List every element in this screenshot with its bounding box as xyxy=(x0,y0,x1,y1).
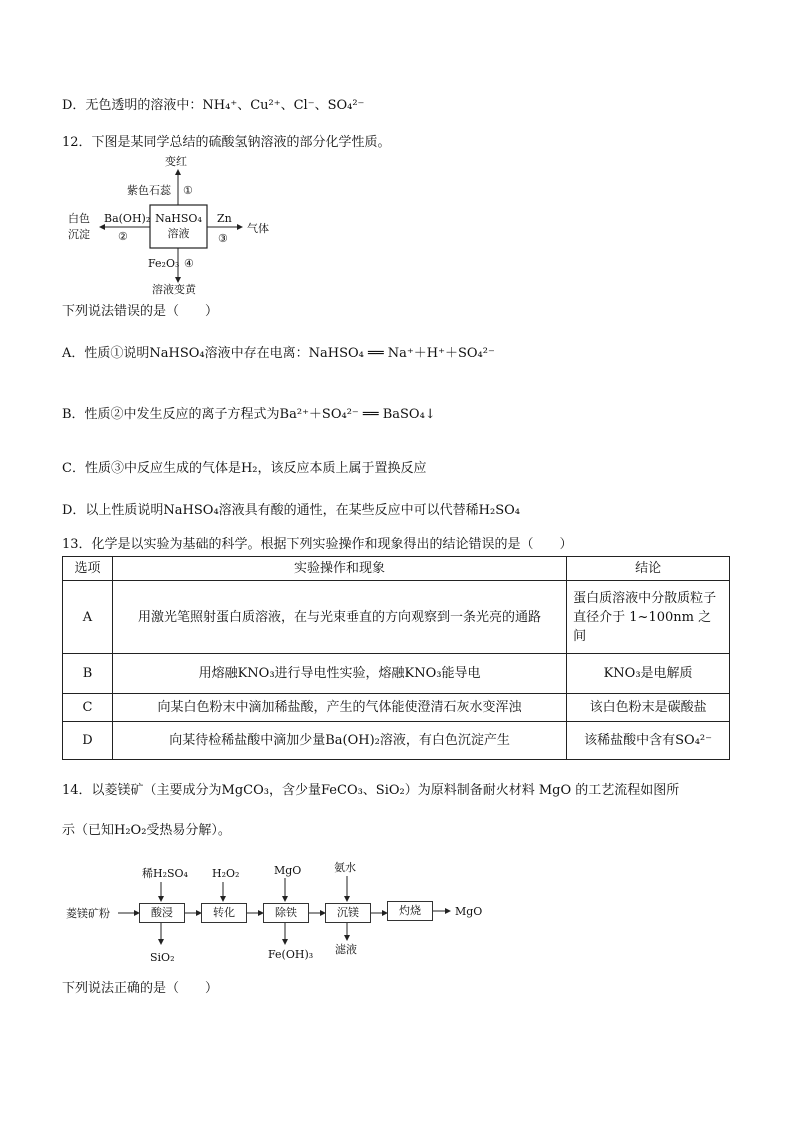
flow-input-ammonia: 氨水 xyxy=(334,861,356,874)
diagram-left-result-1: 白色 xyxy=(68,212,90,225)
flow-step-remove-iron: 除铁 xyxy=(263,903,309,923)
diagram-bottom-num: ④ xyxy=(184,257,194,270)
table-header: 选项 xyxy=(63,557,113,581)
q12-option-c: C．性质③中反应生成的气体是H₂，该反应本质上属于置换反应 xyxy=(62,461,427,476)
table-cell: KNO₃是电解质 xyxy=(567,654,730,694)
table-cell: A xyxy=(63,581,113,654)
flow-output-sio2: SiO₂ xyxy=(150,951,175,964)
flow-step-calcine: 灼烧 xyxy=(387,901,433,921)
diagram-bottom-reagent: Fe₂O₃ xyxy=(148,257,180,270)
table-cell: 用熔融KNO₃进行导电性实验，熔融KNO₃能导电 xyxy=(112,654,566,694)
q12-option-d: D．以上性质说明NaHSO₄溶液具有酸的通性，在某些反应中可以代替稀H₂SO₄ xyxy=(62,503,520,518)
diagram-left-num: ② xyxy=(118,230,128,243)
flow-output-feoh3: Fe(OH)₃ xyxy=(268,948,314,961)
flow-start: 菱镁矿粉 xyxy=(66,907,110,920)
table-cell: 该白色粉末是碳酸盐 xyxy=(567,694,730,722)
table-header: 结论 xyxy=(567,557,730,581)
table-cell: 蛋白质溶液中分散质粒子直径介于 1~100nm 之间 xyxy=(567,581,730,654)
table-header: 实验操作和现象 xyxy=(112,557,566,581)
q14-stem-line1: 14．以菱镁矿（主要成分为MgCO₃，含少量FeCO₃、SiO₂）为原料制备耐火材料 MgO 的工艺流程如图所 xyxy=(62,783,680,798)
diagram-top-reagent: 紫色石蕊 xyxy=(127,184,171,197)
q12-option-a: A．性质①说明NaHSO₄溶液中存在电离：NaHSO₄ ══ Na⁺＋H⁺＋SO₄²⁻ xyxy=(62,346,495,361)
table-cell: 向某待检稀盐酸中滴加少量Ba(OH)₂溶液，有白色沉淀产生 xyxy=(112,722,566,760)
diagram-top-num: ① xyxy=(183,184,193,197)
diagram-left-result-2: 沉淀 xyxy=(68,228,90,241)
diagram-box-line1: NaHSO₄ xyxy=(155,212,202,225)
table-cell: 向某白色粉末中滴加稀盐酸，产生的气体能使澄清石灰水变浑浊 xyxy=(112,694,566,722)
diagram-right-result: 气体 xyxy=(247,222,269,235)
diagram-box-line2: 溶液 xyxy=(167,227,190,240)
q12-question: 下列说法错误的是（ ） xyxy=(62,304,219,319)
q14-question: 下列说法正确的是（ ） xyxy=(62,981,219,996)
diagram-left-reagent: Ba(OH)₂ xyxy=(104,212,151,225)
diagram-top-result: 变红 xyxy=(165,155,187,168)
diagram-right-reagent: Zn xyxy=(217,212,232,225)
table-cell: D xyxy=(63,722,113,760)
diagram-right-num: ③ xyxy=(218,232,228,245)
q14-stem-line2: 示（已知H₂O₂受热易分解）。 xyxy=(62,823,231,838)
q13-stem: 13．化学是以实验为基础的科学。根据下列实验操作和现象得出的结论错误的是（ ） xyxy=(62,537,573,552)
q12-option-b: B．性质②中发生反应的离子方程式为Ba²⁺＋SO₄²⁻ ══ BaSO₄↓ xyxy=(62,407,436,422)
flow-step-acid-leach: 酸浸 xyxy=(139,903,185,923)
flow-step-precipitate-mg: 沉镁 xyxy=(325,903,371,923)
flow-output-filtrate: 滤液 xyxy=(335,943,357,956)
flow-input-mgo: MgO xyxy=(274,864,302,877)
flow-input-h2o2: H₂O₂ xyxy=(212,867,240,880)
diagram-bottom-result: 溶液变黄 xyxy=(152,283,196,296)
table-cell: C xyxy=(63,694,113,722)
flow-step-convert: 转化 xyxy=(201,903,247,923)
q12-stem: 12．下图是某同学总结的硫酸氢钠溶液的部分化学性质。 xyxy=(62,135,391,150)
table-cell: 该稀盐酸中含有SO₄²⁻ xyxy=(567,722,730,760)
table-cell: B xyxy=(63,654,113,694)
flow-input-h2so4: 稀H₂SO₄ xyxy=(142,867,188,880)
table-cell: 用激光笔照射蛋白质溶液，在与光束垂直的方向观察到一条光亮的通路 xyxy=(112,581,566,654)
flow-product: MgO xyxy=(455,905,483,918)
q11-option-d: D．无色透明的溶液中：NH₄⁺、Cu²⁺、Cl⁻、SO₄²⁻ xyxy=(62,98,365,113)
